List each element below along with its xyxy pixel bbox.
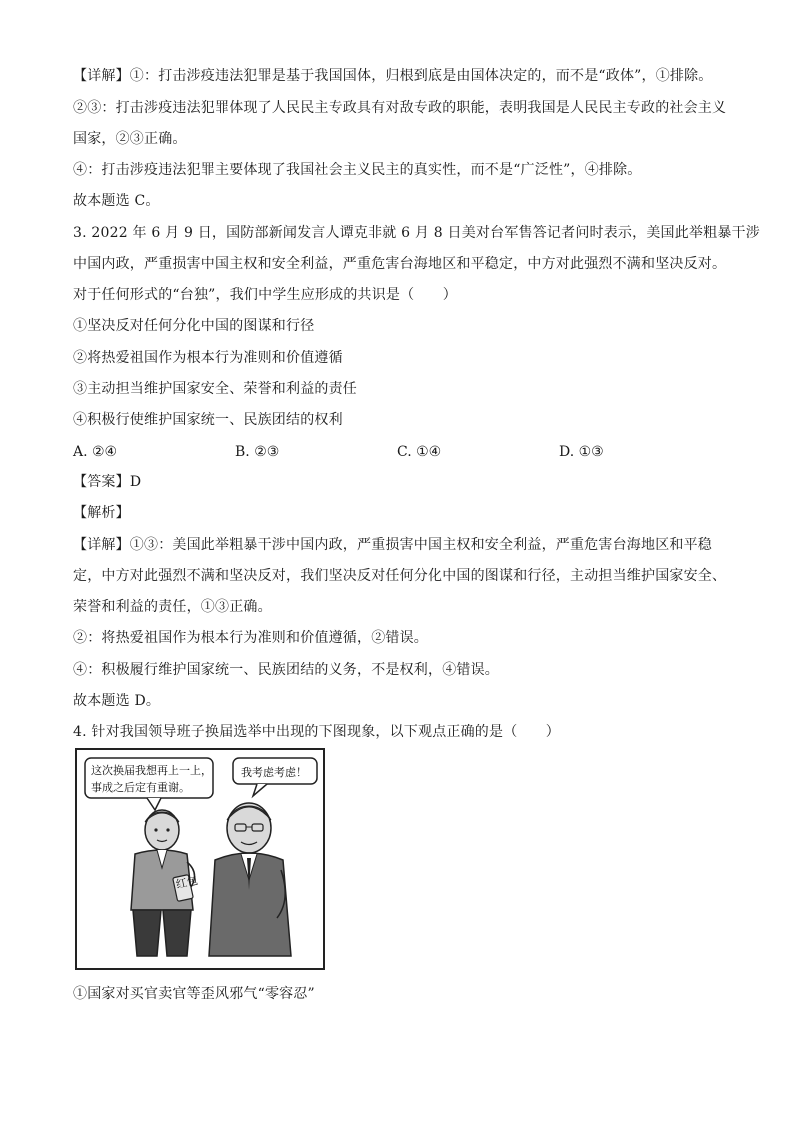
- q3-detail-line-5: ④：积极履行维护国家统一、民族团结的义务，不是权利，④错误。: [73, 662, 499, 678]
- q3-option-d[interactable]: D. ①③: [559, 444, 604, 460]
- q3-option-b[interactable]: B. ②③: [235, 444, 280, 460]
- q3-conclusion: 故本题选 D。: [73, 693, 161, 709]
- left-bubble-line-2: 事成之后定有重谢。: [91, 781, 190, 794]
- q3-item-2: ②将热爱祖国作为根本行为准则和价值遵循: [73, 350, 343, 366]
- q3-item-3: ③主动担当维护国家安全、荣誉和利益的责任: [73, 381, 357, 397]
- q3-detail-line-1: 【详解】①③：美国此举粗暴干涉中国内政，严重损害中国主权和安全利益，严重危害台海地区和平稳: [73, 537, 712, 553]
- q3-item-4: ④积极行使维护国家统一、民族团结的权利: [73, 412, 343, 428]
- q3-option-a[interactable]: A. ②④: [73, 444, 118, 460]
- q2-detail-line-4: ④：打击涉疫违法犯罪主要体现了我国社会主义民主的真实性，而不是“广泛性”，④排除。: [73, 162, 642, 178]
- q3-stem-line-1: 3. 2022 年 6 月 9 日，国防部新闻发言人谭克非就 6 月 8 日美对台军售答记者问时表示，美国此举粗暴干涉: [73, 225, 760, 241]
- q3-answer-value: D: [129, 474, 142, 490]
- q3-analysis-label: 【解析】: [73, 505, 130, 521]
- right-bubble-text: 我考虑考虑！: [241, 766, 307, 779]
- q3-answer: [73, 472, 141, 492]
- q3-options: [73, 442, 733, 462]
- q3-answer-label: 【答案】: [73, 474, 130, 490]
- q2-detail-line-2: ②③：打击涉疫违法犯罪体现了人民民主专政具有对敌专政的职能，表明我国是人民民主专政的社会主义: [73, 100, 727, 116]
- left-bubble-line-1: 这次换届我想再上一上，: [91, 764, 212, 777]
- q3-detail-line-3: 荣誉和利益的责任，①③正确。: [73, 599, 272, 615]
- q3-detail-line-2: 定，中方对此强烈不满和坚决反对，我们坚决反对任何分化中国的图谋和行径，主动担当维护国家安全、: [73, 568, 727, 584]
- q4-item-1: ①国家对买官卖官等歪风邪气“零容忍”: [73, 986, 315, 1002]
- q3-stem-line-3: 对于任何形式的“台独”，我们中学生应形成的共识是（ ）: [73, 287, 457, 303]
- right-bubble-tail: [253, 784, 267, 796]
- red-envelope-icon: [173, 873, 199, 901]
- envelope-label: 红包: [174, 873, 200, 892]
- q2-conclusion: 故本题选 C。: [73, 193, 160, 209]
- right-man-figure: [209, 803, 291, 956]
- cartoon-illustration: [77, 750, 323, 968]
- q2-detail-line-1: 【详解】①：打击涉疫违法犯罪是基于我国国体，归根到底是由国体决定的，而不是“政体”，①排除。: [73, 68, 713, 84]
- left-bubble-tail: [147, 798, 161, 810]
- q4-cartoon: [75, 748, 325, 970]
- q2-detail-line-3: 国家，②③正确。: [73, 131, 187, 147]
- q3-stem-line-2: 中国内政，严重损害中国主权和安全利益，严重危害台海地区和平稳定，中方对此强烈不满和坚决反对。: [73, 256, 727, 272]
- q3-option-c[interactable]: C. ①④: [397, 444, 442, 460]
- q3-detail-line-4: ②：将热爱祖国作为根本行为准则和价值遵循，②错误。: [73, 630, 428, 646]
- q4-stem: 4. 针对我国领导班子换届选举中出现的下图现象，以下观点正确的是（ ）: [73, 724, 561, 740]
- q3-item-1: ①坚决反对任何分化中国的图谋和行径: [73, 318, 315, 334]
